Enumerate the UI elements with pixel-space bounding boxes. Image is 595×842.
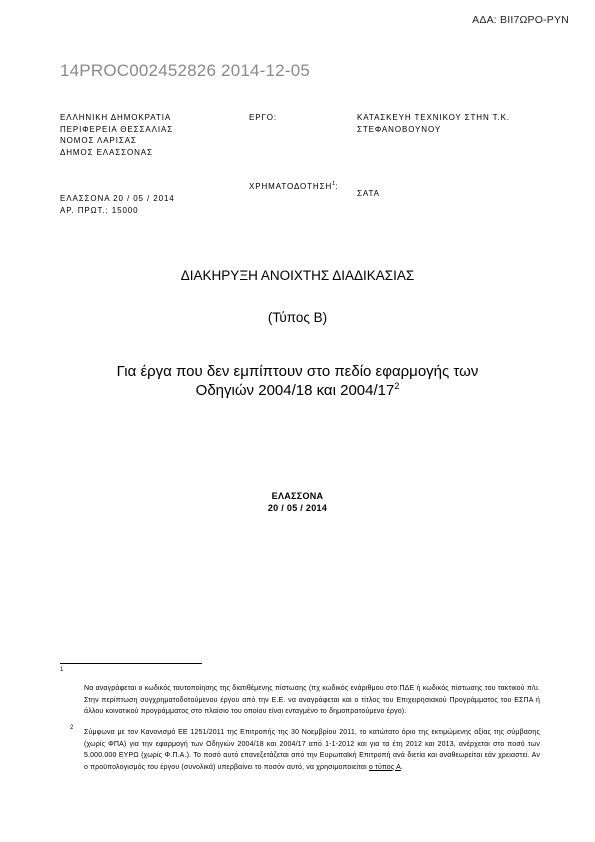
issuer-line-municipality: ΔΗΜΟΣ ΕΛΑΣΣΟΝΑΣ — [60, 147, 153, 157]
footnote-2-mark: 2 — [70, 725, 74, 731]
city-date: 20 / 05 / 2014 — [267, 503, 328, 513]
issue-date: ΕΛΑΣΣΟΝΑ 20 / 05 / 2014 — [60, 194, 175, 203]
footnote-1-mark: 1 — [60, 667, 64, 673]
subtitle-line-2 — [0, 381, 595, 400]
footnote-2-body: Σύμφωνα με τον Κανονισμό ΕΕ 1251/2011 της Επιτροπής της 30 Νοεμβρίου 2011, το κατώτατο όριο της εκτιμώμενης αξίας της σύμβασης (χωρίς ΦΠΑ) για την εφαρμογή των Οδηγιών 2004/18 και 2004/17 από 1-1-2012 και για τα έτη 2012 και 2013, ανέρχεται στο ποσό των 5.000.000 ΕΥΡΩ (χωρίς Φ.Π.Α.). Το ποσό αυτό επανεξετάζεται από την Ευρωπαϊκή Επιτροπή ανά διετία και αναθεωρείται εάν χρειαστεί. Αν ο προϋπολογισμός του έργου (συνολικά) υπερβαίνει το ποσόν αυτό, να χρησιμοποιείται — [84, 729, 540, 771]
footnote-1-text: Να αναγράφεται ο κωδικός ταυτοποίησης της διατιθέμενης πίστωσης (πχ κωδικός ενάριθμου στο ΠΔΕ ή κωδικός πίστωσης του τακτικού π/υ. Στην περίπτωση συγχρηματοδοτούμενου έργου από την Ε.Ε. να αναγράφεται και ο τίτλος του Επιχειρησιακού Προγράμματος του ΕΣΠΑ ή άλλου κοινοτικού προγράμματος στο πλαίσιο του οποίου είναι ενταγμένο το δημοπρατούμενο έργο). — [84, 685, 540, 715]
project-title-line-2: ΣΤΕΦΑΝΟΒΟΥΝΟΥ — [357, 124, 442, 134]
city-name: ΕΛΑΣΣΟΝΑ — [271, 491, 324, 501]
ada-code: ΑΔΑ: ΒΙΙ7ΩΡΟ-ΡΥΝ — [472, 14, 569, 26]
subtitle-line-1: Για έργα που δεν εμπίπτουν στο πεδίο εφαρμογής των — [116, 363, 479, 380]
project-title-line-1: ΚΑΤΑΣΚΕΥΗ ΤΕΧΝΙΚΟΥ ΣΤΗΝ Τ.Κ. — [357, 113, 510, 122]
footnote-2-text — [84, 727, 540, 773]
reference-number: 14PROC002452826 2014-12-05 — [60, 61, 310, 80]
footnote-divider — [60, 663, 202, 664]
date-protocol-block — [60, 193, 175, 216]
footnote-2-end: . — [400, 763, 404, 771]
funding-label-colon: : — [335, 182, 339, 191]
subtitle-footnote-ref[interactable]: 2 — [394, 381, 400, 391]
document-type: (Τύπος Β) — [267, 310, 328, 325]
document-title: ΔΙΑΚΗΡΥΞΗ ΑΝΟΙΧΤΗΣ ΔΙΑΔΙΚΑΣΙΑΣ — [180, 268, 415, 283]
funding-value: ΣΑΤΑ — [357, 189, 380, 198]
funding-label — [249, 181, 338, 193]
issuer-line-prefecture: ΝΟΜΟΣ ΛΑΡΙΣΑΣ — [60, 136, 137, 145]
issuer-block — [60, 112, 173, 158]
protocol-number: ΑΡ. ΠΡΩΤ.: 15000 — [60, 205, 139, 215]
project-title — [357, 112, 510, 135]
issuer-line-region: ΠΕΡΙΦΕΡΕΙΑ ΘΕΣΣΑΛΙΑΣ — [60, 124, 174, 134]
issuer-line-country: ΕΛΛΗΝΙΚΗ ΔΗΜΟΚΡΑΤΙΑ — [60, 113, 172, 122]
footnote-2-type-a-link[interactable]: ο τύπος Α — [368, 763, 401, 771]
funding-footnote-ref[interactable]: 1 — [332, 181, 336, 187]
city-date-block — [0, 490, 595, 514]
document-subtitle — [0, 362, 595, 400]
project-label: ΕΡΓΟ: — [249, 113, 278, 122]
funding-label-text: ΧΡΗΜΑΤΟΔΟΤΗΣΗ — [249, 182, 333, 191]
subtitle-line-2-text: Οδηγιών 2004/18 και 2004/17 — [195, 382, 395, 399]
